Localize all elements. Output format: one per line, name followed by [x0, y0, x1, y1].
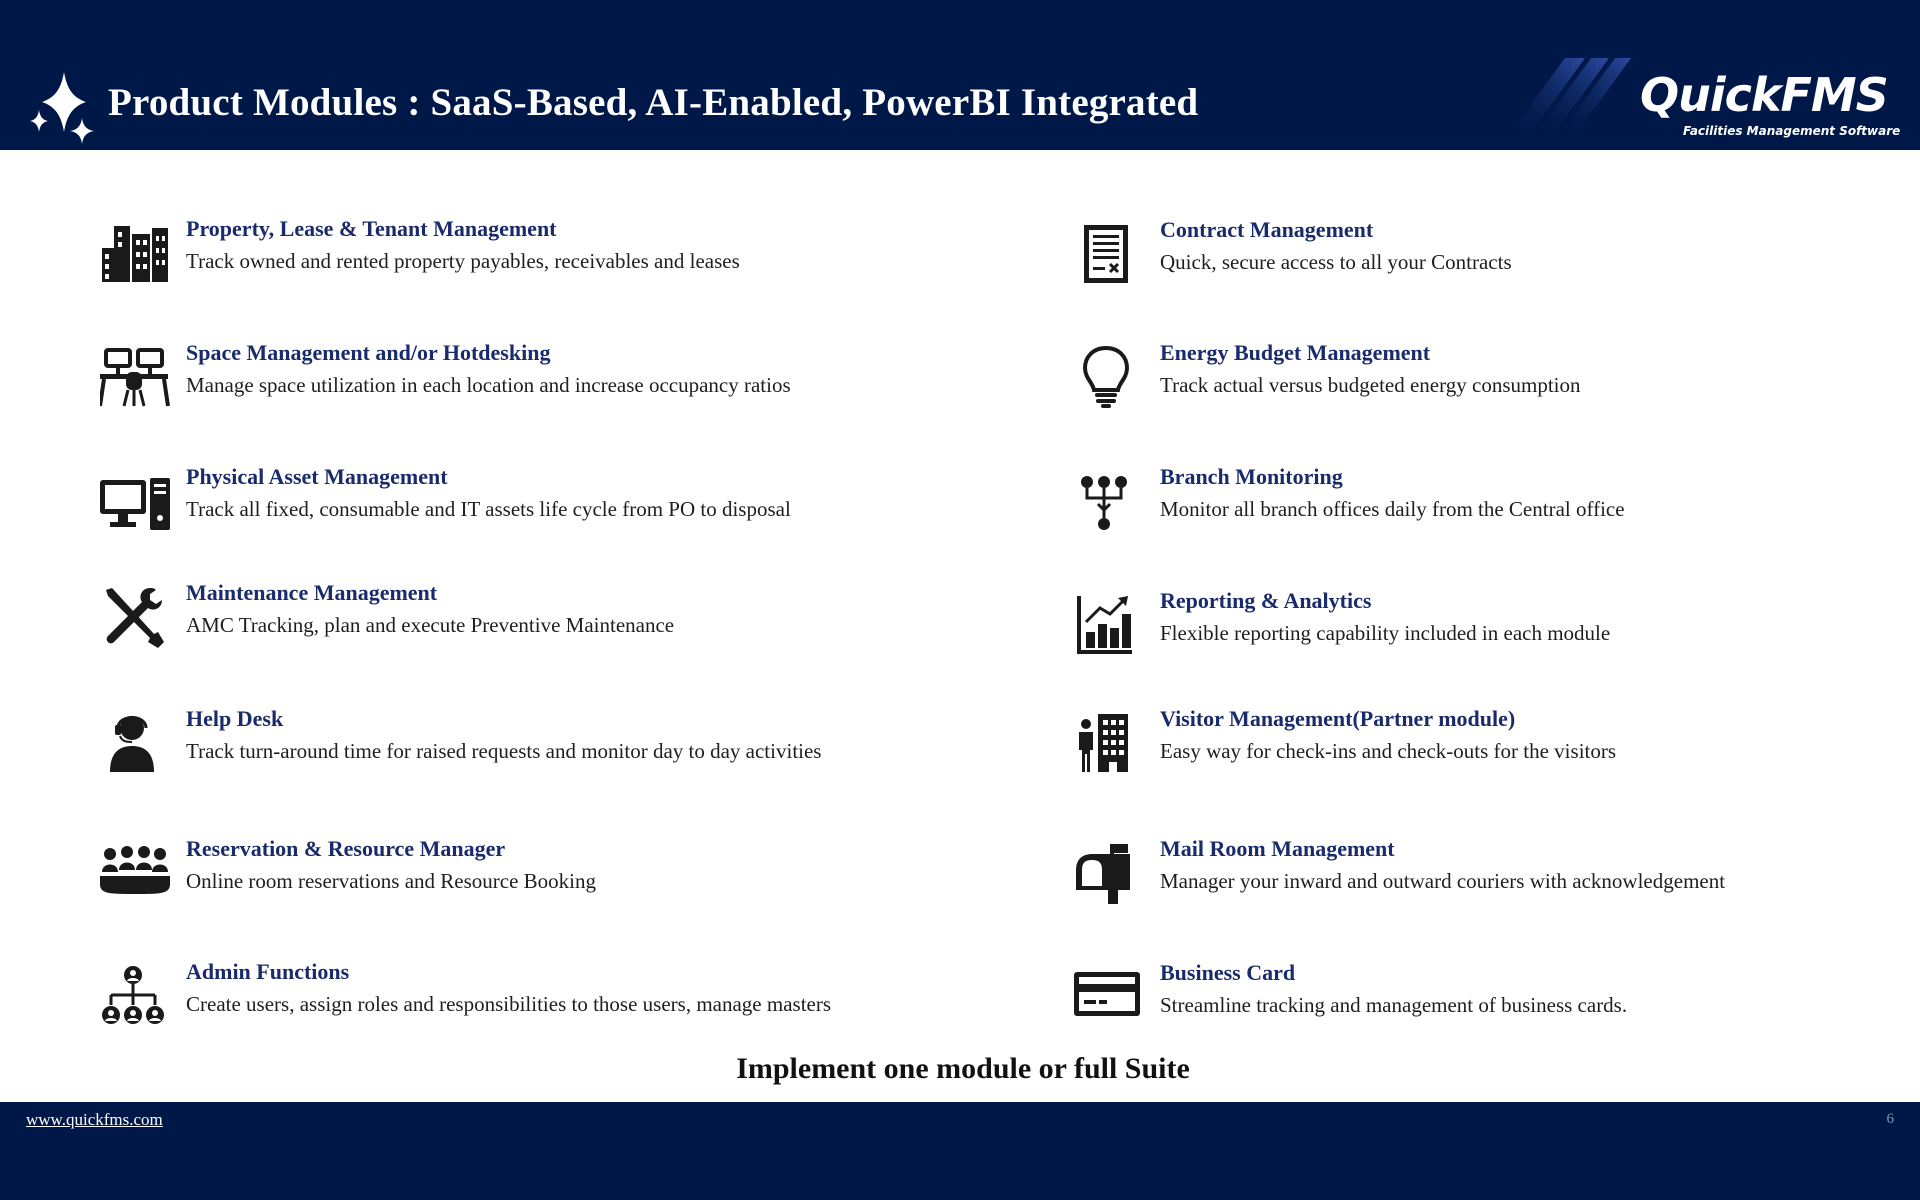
- org-hierarchy-icon: [100, 965, 170, 1027]
- module-admin-functions: [100, 959, 960, 1039]
- wrench-screwdriver-icon: [100, 586, 170, 648]
- module-reservation: [100, 836, 960, 916]
- sparkle-icon: [30, 68, 96, 144]
- mailbox-icon: [1074, 842, 1144, 904]
- buildings-icon: [100, 222, 170, 284]
- visitor-building-icon: [1074, 712, 1144, 774]
- brand-logo: QuickFMS: [1640, 68, 1888, 122]
- module-space-management: [100, 340, 960, 420]
- module-description: Monitor all branch offices daily from the Central office: [1160, 497, 1625, 521]
- business-card-icon: [1074, 966, 1144, 1028]
- module-description: Easy way for check-ins and check-outs for the visitors: [1160, 739, 1617, 763]
- module-title: Maintenance Management: [186, 580, 438, 605]
- logo-stripes-icon: [1505, 58, 1655, 138]
- module-title: Energy Budget Management: [1160, 340, 1431, 365]
- module-mail-room: [1074, 836, 1920, 916]
- headset-agent-icon: [100, 712, 170, 774]
- module-title: Property, Lease & Tenant Management: [186, 216, 557, 241]
- module-description: Track owned and rented property payables, receivables and leases: [186, 249, 740, 273]
- module-title: Branch Monitoring: [1160, 464, 1343, 489]
- module-title: Help Desk: [186, 706, 284, 731]
- module-physical-asset: [100, 464, 960, 544]
- module-title: Contract Management: [1160, 217, 1374, 242]
- module-description: Create users, assign roles and responsibilities to those users, manage masters: [186, 992, 832, 1016]
- module-description: Track all fixed, consumable and IT assets life cycle from PO to disposal: [186, 497, 791, 521]
- website-link[interactable]: www.quickfms.com: [26, 1110, 163, 1129]
- module-description: Online room reservations and Resource Booking: [186, 869, 596, 893]
- workstation-desks-icon: [100, 346, 170, 408]
- module-description: Quick, secure access to all your Contracts: [1160, 250, 1512, 274]
- module-description: AMC Tracking, plan and execute Preventive Maintenance: [186, 613, 675, 637]
- footer-bar: [0, 1102, 1920, 1200]
- module-description: Manage space utilization in each location and increase occupancy ratios: [186, 373, 791, 397]
- module-description: Track actual versus budgeted energy consumption: [1160, 373, 1581, 397]
- module-description: Track turn-around time for raised requests and monitor day to day activities: [186, 739, 822, 763]
- brand-tagline: Facilities Management Software: [1683, 124, 1901, 138]
- module-help-desk: [100, 706, 960, 786]
- module-title: Space Management and/or Hotdesking: [186, 340, 551, 365]
- header-bar: [0, 0, 1920, 150]
- module-description: Streamline tracking and management of business cards.: [1160, 993, 1628, 1017]
- module-title: Physical Asset Management: [186, 464, 448, 489]
- module-maintenance: [100, 580, 960, 660]
- contract-document-icon: [1074, 223, 1144, 285]
- module-title: Reservation & Resource Manager: [186, 836, 506, 861]
- lightbulb-icon: [1074, 346, 1144, 408]
- module-property-lease: [100, 216, 960, 296]
- module-branch-monitoring: [1074, 464, 1920, 544]
- page-number: 6: [1886, 1111, 1894, 1127]
- branch-network-icon: [1074, 470, 1144, 532]
- meeting-table-icon: [100, 842, 170, 904]
- bar-chart-icon: [1074, 594, 1144, 656]
- module-reporting: [1074, 588, 1920, 668]
- module-description: Flexible reporting capability included in each module: [1160, 621, 1611, 645]
- module-title: Reporting & Analytics: [1160, 588, 1372, 613]
- module-contract: [1074, 217, 1920, 297]
- module-description: Manager your inward and outward couriers with acknowledgement: [1160, 869, 1726, 893]
- module-title: Visitor Management(Partner module): [1160, 706, 1516, 731]
- module-title: Mail Room Management: [1160, 836, 1395, 861]
- module-energy-budget: [1074, 340, 1920, 420]
- module-title: Business Card: [1160, 960, 1296, 985]
- page-title: Product Modules : SaaS-Based, AI-Enabled, PowerBI Integrated: [108, 81, 1199, 124]
- tagline: Implement one module or full Suite: [736, 1052, 1190, 1085]
- module-business-card: [1074, 960, 1920, 1040]
- computer-icon: [100, 470, 170, 532]
- module-visitor-management: [1074, 706, 1920, 786]
- module-title: Admin Functions: [186, 959, 350, 984]
